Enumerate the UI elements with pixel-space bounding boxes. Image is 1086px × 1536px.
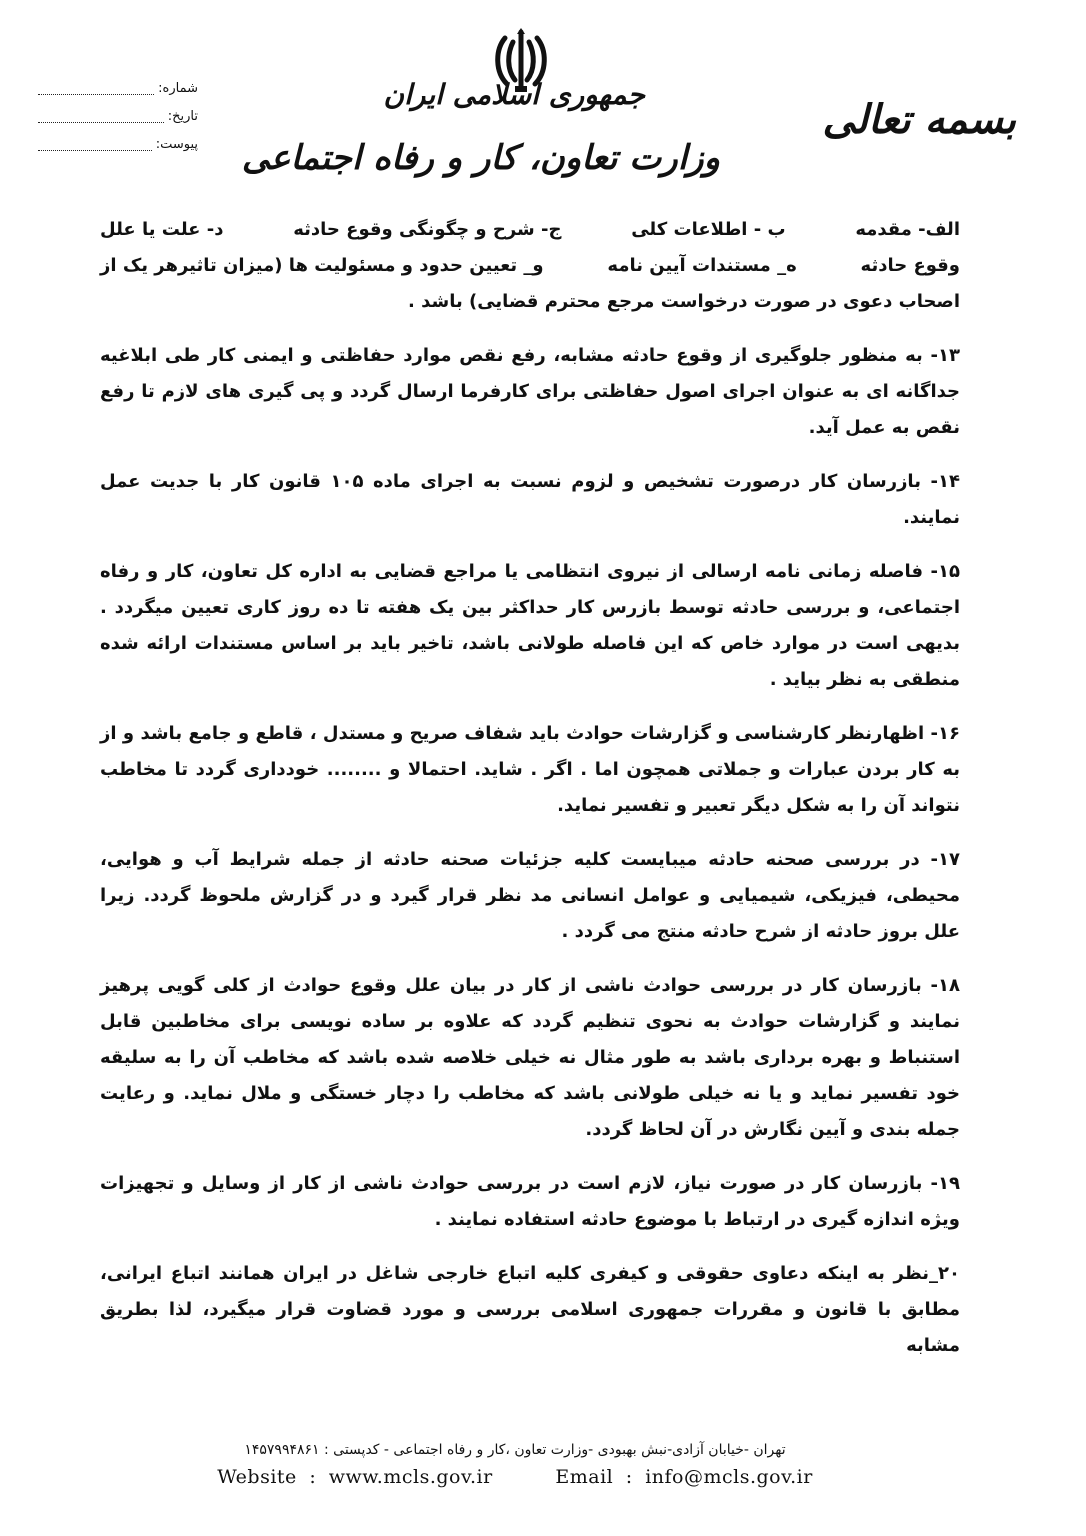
footer-website: Website : www.mcls.gov.ir xyxy=(217,1466,493,1488)
paragraph-13: ۱۳- به منظور جلوگیری از وقوع حادثه مشابه، رفع نقص موارد حفاظتی و ایمنی کار طی ابلاغیه جداگانه ای به عنوان اجرای اصول حفاظتی برای کارفرما ارسال گردد و پی گیری های لازم تا رفع نقص به عمل آید. xyxy=(100,345,960,438)
section-item: ج- شرح و چگونگی وقوع حادثه xyxy=(293,219,562,240)
section-item: الف- مقدمه xyxy=(855,219,960,240)
paragraph-15: ۱۵- فاصله زمانی نامه ارسالی از نیروی انتظامی یا مراجع قضایی به اداره کل تعاون، کار و رفاه اجتماعی، و بررسی حادثه توسط بازرس کار حداکثر بین یک هفته تا ده روز کاری تعیین میگردد . بدیهی است در موارد خاص که این فاصله طولانی باشد، تاخیر باید بر اساس مستندات ارائه شده منطقی به نظر بیاید . xyxy=(100,561,960,690)
basmala-text: بسمه تعالی xyxy=(822,96,1016,143)
report-sections-intro xyxy=(100,212,960,320)
paragraph-20: ۲۰_نظر به اینکه دعاوی حقوقی و کیفری کلیه اتباع خارجی شاغل در ایران همانند اتباع ایرانی، مطابق با قانون و مقررات جمهوری اسلامی بررسی و مورد قضاوت قرار میگیرد، لذا بطریق مشابه xyxy=(100,1263,960,1356)
letter-attachment-row xyxy=(38,130,198,158)
section-item: ب - اطلاعات کلی xyxy=(631,219,786,240)
letter-number-label: شماره: xyxy=(158,80,198,96)
section-item: وقوع حادثه xyxy=(860,255,960,276)
paragraph-18: ۱۸- بازرسان کار در بررسی حوادث ناشی از کار در بیان علل وقوع حوادث از کلی گویی پرهیز نمایند و گزارشات حوادث به نحوی تنظیم گردد که علاوه بر ساده نویسی برای مخاطبین قابل استنباط و بهره برداری باشد به طور مثال نه خیلی خلاصه شده باشد که مخاطب آن را به سلیقه خود تفسیر نماید و یا نه خیلی طولانی باشد که مخاطب را دچار خستگی و ملال نماید. و رعایت جمله بندی و آیین نگارش در آن لحاظ گردد. xyxy=(100,975,960,1140)
letter-date-field xyxy=(38,110,164,123)
letter-attachment-label: پیوست: xyxy=(155,136,198,152)
section-item: ه_ مستندات آیین نامه xyxy=(607,255,797,276)
document-body xyxy=(100,212,960,1382)
intro-line-2 xyxy=(100,248,960,284)
paragraph-16: ۱۶- اظهارنظر کارشناسی و گزارشات حوادث باید شفاف صریح و مستدل ، قاطع و جامع باشد و از به کار بردن عبارات و جملاتی همچون اما . اگر . شاید. احتمالا و ........ خودداری گردد تا مخاطب نتواند آن را به شکل دیگر تعبیر و تفسیر نماید. xyxy=(100,723,960,816)
letter-date-label: تاریخ: xyxy=(167,108,198,124)
letter-number-row xyxy=(38,74,198,102)
intro-line-1 xyxy=(100,212,960,248)
section-item: د- علت یا علل xyxy=(100,219,224,240)
intro-tail: اصحاب دعوی در صورت درخواست مرجع محترم قضایی) باشد . xyxy=(407,291,960,312)
republic-title: جمهوری اسلامی ایران xyxy=(383,78,645,111)
letter-date-row xyxy=(38,102,198,130)
section-item: و_ تعیین حدود و مسئولیت ها (میزان تاثیرهر یک از xyxy=(100,255,544,276)
paragraph-17: ۱۷- در بررسی صحنه حادثه میبایست کلیه جزئیات صحنه حادثه از جمله شرایط آب و هوایی، محیطی، فیزیکی، شیمیایی و عوامل انسانی مد نظر قرار گیرد و در گزارش ملحوظ گردد. زیرا علل بروز حادثه از شرح حادثه منتج می گردد . xyxy=(100,849,960,942)
letter-number-field xyxy=(38,82,154,95)
paragraph-19: ۱۹- بازرسان کار در صورت نیاز، لازم است در بررسی حوادث ناشی از کار از وسایل و تجهیزات ویژه اندازه گیری در ارتباط با موضوع حادثه استفاده نمایند . xyxy=(100,1173,960,1230)
footer-email: Email : info@mcls.gov.ir xyxy=(555,1466,813,1488)
paragraph-14: ۱۴- بازرسان کار درصورت تشخیص و لزوم نسبت به اجرای ماده ۱۰۵ قانون کار با جدیت عمل نمایند. xyxy=(100,471,960,528)
footer-address: تهران -خیابان آزادی-نبش بهبودی -وزارت تعاون ،کار و رفاه اجتماعی - کدپستی : ۱۴۵۷۹۹۴۸۶۱ xyxy=(244,1442,786,1458)
footer-contact xyxy=(100,1462,930,1492)
ministry-title: وزارت تعاون، کار و رفاه اجتماعی xyxy=(241,138,720,178)
letter-meta-block xyxy=(38,74,198,158)
letterhead-footer xyxy=(100,1438,930,1492)
letter-attachment-field xyxy=(38,138,152,151)
